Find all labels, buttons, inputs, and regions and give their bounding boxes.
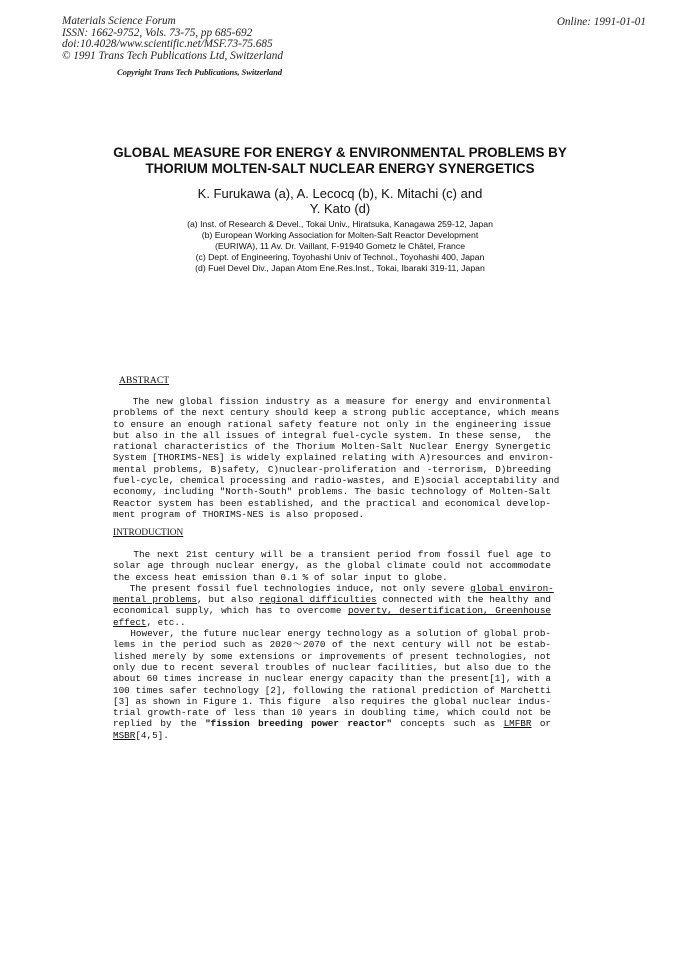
intro-line: mental problems, but also regional difficulties connected with the healthy and xyxy=(113,594,551,606)
underlined-phrase: poverty, desertification, Greenhouse xyxy=(348,605,551,617)
intro-line: only due to recent several troubles of nuclear facilities, but also due to the xyxy=(113,661,551,673)
doi-line: doi:10.4028/www.scientific.net/MSF.73-75.685 xyxy=(62,38,273,51)
abstract-line: rational characteristics of the Thorium Molten-Salt Nuclear Energy Synergetic xyxy=(113,441,551,453)
intro-line: the excess heat emission than 0.1 % of solar input to globe. xyxy=(113,571,448,583)
underlined-phrase: mental problems xyxy=(113,594,197,606)
affiliation-b: (b) European Working Association for Molten-Salt Reactor Development xyxy=(201,230,479,241)
journal-name: Materials Science Forum xyxy=(62,15,176,27)
affiliation-d: (d) Fuel Devel Div., Japan Atom Ene.Res.Inst., Tokai, Ibaraki 319-11, Japan xyxy=(195,263,485,274)
abstract-heading: ABSTRACT xyxy=(119,375,170,386)
intro-line: trial growth-rate of less than 10 years in doubling time, which could not be xyxy=(113,707,551,719)
intro-line: The present fossil fuel technologies induce, not only severe global environ- xyxy=(113,582,554,594)
introduction-heading: INTRODUCTION xyxy=(113,528,184,538)
intro-line: economical supply, which has to overcome poverty, desertification, Greenhouse xyxy=(113,605,551,617)
abstract-body xyxy=(113,396,560,520)
underlined-phrase: effect xyxy=(113,616,147,628)
issn-line: ISSN: 1662-9752, Vols. 73-75, pp 685-692 xyxy=(62,26,253,39)
abstract-line: fuel-cycle, chemical processing and radio-wastes, and E)social acceptability and xyxy=(113,475,560,487)
abstract-line: The new global fission industry as a measure for energy and environmental xyxy=(113,396,551,407)
underlined-phrase: global environ- xyxy=(470,582,554,594)
paper-title xyxy=(100,145,580,177)
intro-line: The next 21st century will be a transient period from fossil fuel age to xyxy=(113,549,551,560)
abstract-line: Reactor system has been established, and the practical and economical develop- xyxy=(113,497,551,509)
publication-metadata xyxy=(62,16,283,62)
title-line: THORIUM MOLTEN-SALT NUCLEAR ENERGY SYNERGETICS xyxy=(145,161,535,176)
online-date: Online: 1991-01-01 xyxy=(556,16,646,28)
abstract-line: economy, including "North-South" problems. The basic technology of Molten-Salt xyxy=(113,486,551,498)
abstract-line: but also in the all issues of integral fuel-cycle system. In these sense, the xyxy=(113,429,551,441)
intro-line: about 60 times increase in nuclear energy capacity than the present[1], with a xyxy=(113,673,551,685)
intro-line: [3] as shown in Figure 1. This figure also requires the global nuclear indus- xyxy=(113,695,551,707)
abstract-line: mental problems, B)safety, C)nuclear-proliferation and -terrorism, D)breeding xyxy=(113,463,551,475)
affiliations xyxy=(140,219,540,274)
copyright-stamp: Copyright Trans Tech Publications, Switzerland xyxy=(117,67,283,77)
intro-line: lished merely by some extensions or improvements of present technologies, not xyxy=(113,650,551,662)
affiliation-a: (a) Inst. of Research & Devel., Tokai Univ., Hiratsuka, Kanagawa 259-12, Japan xyxy=(187,219,493,229)
intro-line: solar age through nuclear energy, as the global climate could not accommodate xyxy=(113,560,551,572)
author-line: Y. Kato (d) xyxy=(309,200,371,216)
intro-line: 100 times safer technology [2], following the rational prediction of Marchetti xyxy=(113,684,551,696)
abstract-line: ment program of THORIMS-NES is also proposed. xyxy=(113,508,365,520)
intro-line: lems in the period such as 2020～2070 of the next century will not be estab- xyxy=(113,639,551,651)
abstract-line: problems of the next century should keep a strong public acceptance, which means xyxy=(113,407,560,419)
intro-line: However, the future nuclear energy technology as a solution of global prob- xyxy=(113,628,551,640)
author-list xyxy=(100,187,580,216)
intro-line: effect, etc.. xyxy=(113,616,186,628)
title-line: GLOBAL MEASURE FOR ENERGY & ENVIRONMENTAL PROBLEMS BY xyxy=(113,145,567,160)
underlined-phrase: LMFBR xyxy=(503,718,532,730)
intro-line: MSBR[4,5]. xyxy=(113,729,169,741)
introduction-body xyxy=(113,549,554,741)
publisher-line: © 1991 Trans Tech Publications Ltd, Switzerland xyxy=(62,49,283,62)
abstract-line: System [THORIMS-NES] is widely explained relating with A)resources and environ- xyxy=(113,452,554,464)
author-line: K. Furukawa (a), A. Lecocq (b), K. Mitachi (c) and xyxy=(197,186,483,201)
intro-line: replied by the "fission breeding power reactor" concepts such as LMFBR or xyxy=(113,718,551,730)
bold-phrase: "fission breeding power reactor" xyxy=(205,718,392,730)
underlined-phrase: regional difficulties xyxy=(259,594,377,606)
abstract-line: to ensure an enough rational safety feature not only in the engineering issue xyxy=(113,418,551,430)
affiliation-b-cont: (EURIWA), 11 Av. Dr. Vaillant, F-91940 Gometz le Châtel, France xyxy=(214,241,466,252)
underlined-phrase: MSBR xyxy=(113,729,136,741)
affiliation-c: (c) Dept. of Engineering, Toyohashi Univ of Technol., Toyohashi 400, Japan xyxy=(195,252,485,263)
